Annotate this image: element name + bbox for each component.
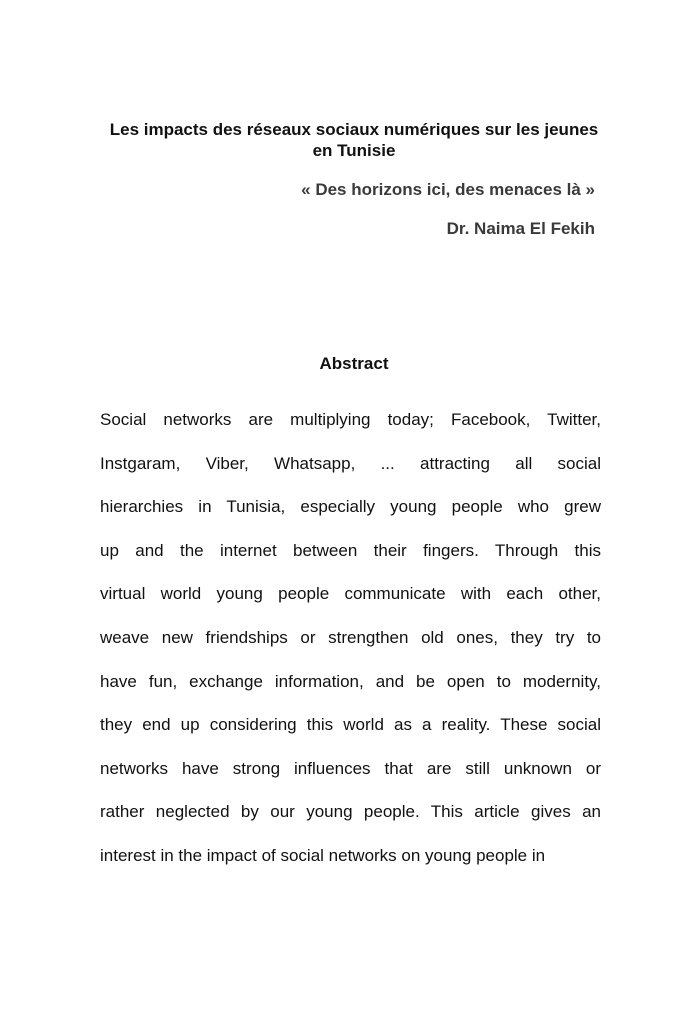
paper-subtitle: « Des horizons ici, des menaces là »	[301, 180, 595, 199]
abstract-body	[100, 408, 601, 888]
abstract-line: have fun, exchange information, and be open to modernity,	[100, 671, 601, 691]
abstract-line: interest in the impact of social networks on young people in	[100, 845, 546, 865]
abstract-line: they end up considering this world as a reality. These social	[100, 715, 601, 735]
abstract-line: virtual world young people communicate with each other,	[100, 584, 601, 604]
abstract-line: rather neglected by our young people. This article gives an	[100, 802, 601, 822]
abstract-line: networks have strong influences that are still unknown or	[100, 758, 601, 778]
author-name: Dr. Naima El Fekih	[446, 219, 595, 238]
paper-title: Les impacts des réseaux sociaux numériques sur les jeunes en Tunisie	[109, 120, 599, 160]
abstract-line: Instgaram, Viber, Whatsapp, ... attracting all social	[100, 453, 601, 473]
abstract-line: Social networks are multiplying today; Facebook, Twitter,	[100, 410, 601, 429]
abstract-line: up and the internet between their fingers. Through this	[100, 540, 601, 560]
abstract-line: weave new friendships or strengthen old ones, they try to	[100, 627, 601, 647]
abstract-heading: Abstract	[319, 354, 389, 373]
abstract-line: hierarchies in Tunisia, especially young people who grew	[100, 497, 601, 517]
